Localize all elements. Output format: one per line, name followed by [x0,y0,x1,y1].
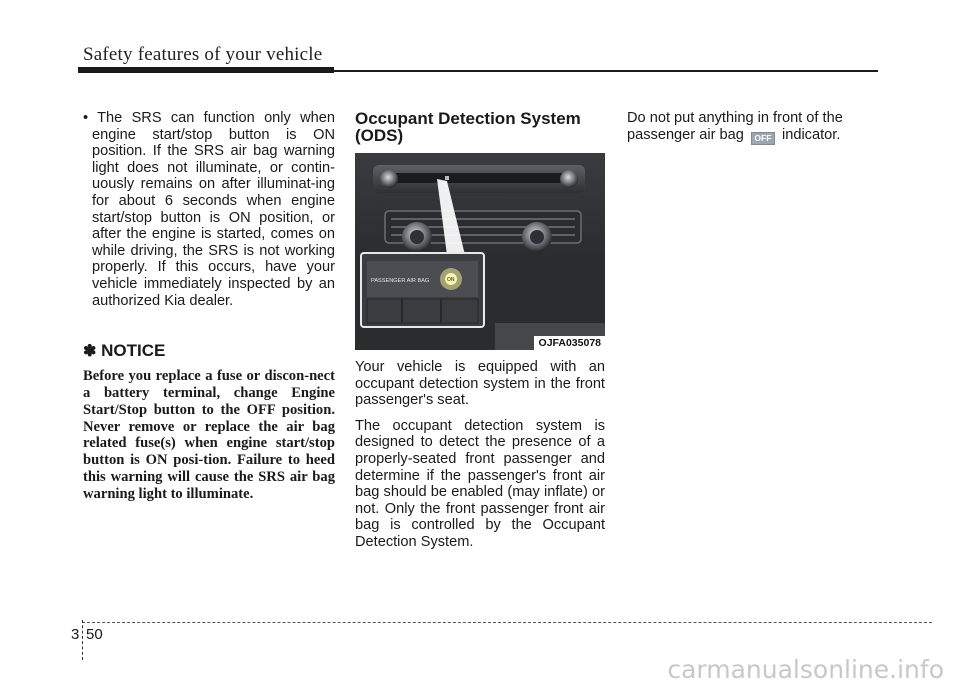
bullet-glyph: • [83,110,89,126]
bullet-paragraph [83,110,335,309]
bullet-item [83,110,335,309]
column-left [83,110,335,503]
section-heading-line2: (ODS) [355,126,404,145]
notice-heading [83,341,335,362]
footer-page-number: 50 [86,626,103,643]
indicator-text-before: Do not put anything in front of the passenger air bag [627,110,843,143]
passenger-airbag-off-icon: OFF [751,132,775,145]
page-header-title: Safety features of your vehicle [83,44,323,65]
section-heading [355,110,605,144]
header-rule-thin [334,70,878,72]
footer-rule [82,622,932,623]
dashboard-illustration [355,153,605,350]
notice-body: Before you replace a fuse or discon-nect a battery terminal, change Engine Start/Stop button to the OFF position. Never remove or replace the air bag related fuse(s) when engine start/stop button is ON posi-tion. Failure to heed this warning will cause the SRS air bag warning light to illuminate. [83,368,335,502]
ods-paragraph-1: Your vehicle is equipped with an occupant detection system in the front passenger's seat. [355,359,605,409]
ods-indicator-photo [355,153,605,350]
column-middle [355,110,605,560]
notice-star-icon: ✽ [83,343,97,361]
ods-paragraph-2: The occupant detection system is designed to detect the presence of a properly-seated front passenger and determine if the passenger's front air bag should be enabled (may inflate) or not. Only the front passenger front air bag is controlled by the Occupant Detection System. [355,417,605,550]
indicator-text-after: indicator. [781,126,841,143]
section-heading-line1: Occupant Detection System [355,109,581,128]
header-rule-thick [78,67,334,73]
image-code: OJFA035078 [534,336,605,350]
watermark-text: carmanualsonline.info [667,655,944,684]
indicator-paragraph [627,110,879,145]
bullet-text: The SRS can function only when engine start/stop button is ON position. If the SRS air bag warning light does not illuminate, or contin-uously remains on after illuminat-ing for about 6 seconds when engine start/stop button is ON position, or after the engine is started, comes on while driving, the SRS is not working properly. If this occurs, have your vehicle immediately inspected by an authorized Kia dealer. [92,110,336,309]
footer-divider [82,620,83,660]
column-right [627,110,879,154]
passenger-airbag-label: PASSENGER AIR BAG [371,278,430,284]
on-indicator-badge: ON [447,277,455,283]
notice-title: NOTICE [101,341,166,361]
footer-section-number: 3 [71,626,80,643]
